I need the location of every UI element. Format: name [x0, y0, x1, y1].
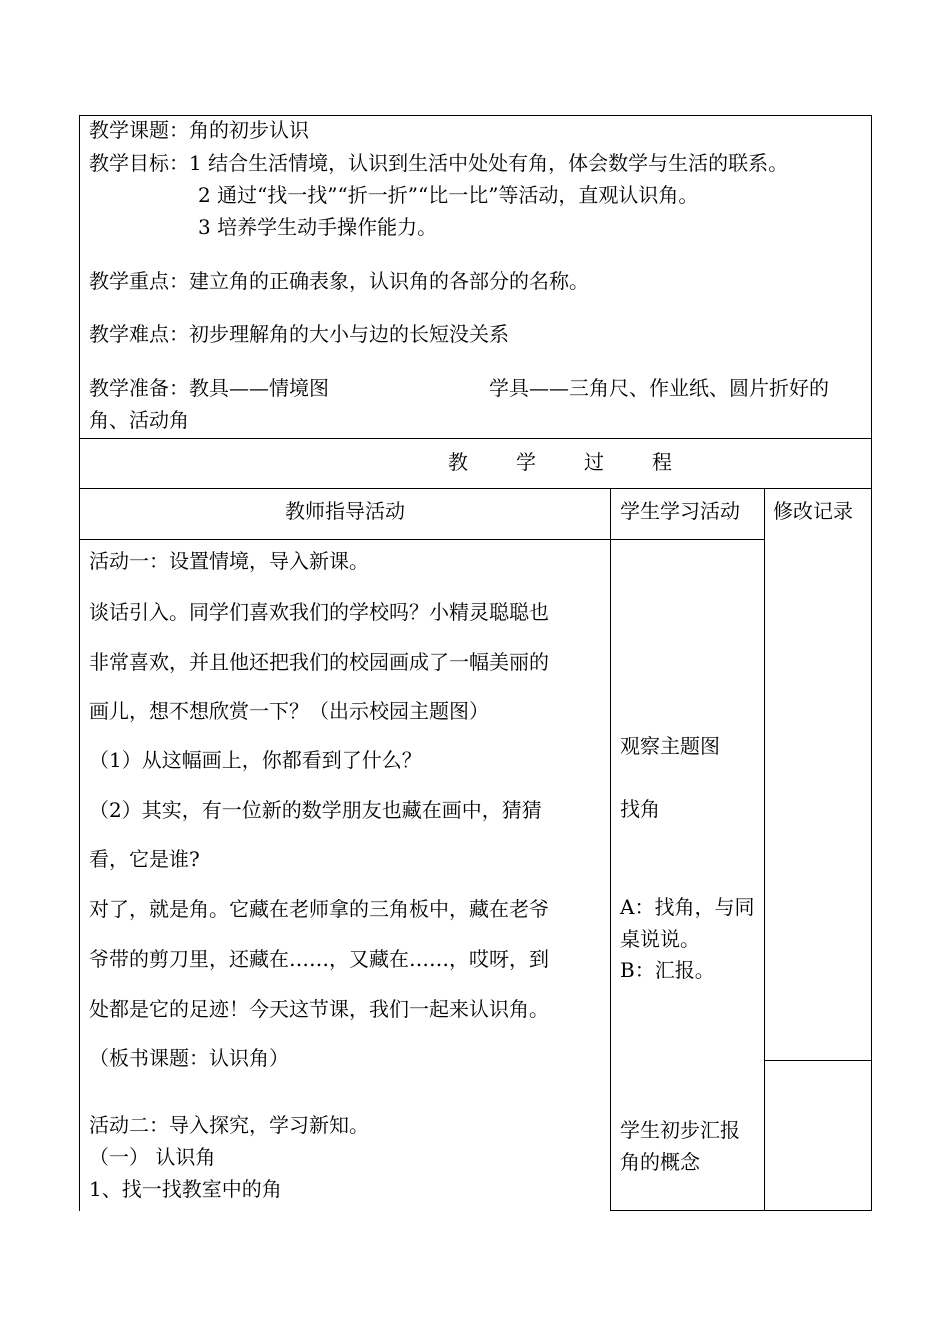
- table-right-border: [871, 115, 872, 1211]
- student-cell-bottom-border: [610, 1210, 872, 1211]
- prep-teacher-tools: 教学准备：教具——情境图: [89, 376, 329, 400]
- teacher-line: 活动一：设置情境，导入新课。: [89, 549, 369, 573]
- teacher-line: （一） 认识角: [89, 1145, 216, 1169]
- teaching-goal-3: 3 培养学生动手操作能力。: [198, 215, 438, 239]
- student-line: 角的概念: [620, 1150, 700, 1174]
- teaching-key-point: 教学重点：建立角的正确表象，认识角的各部分的名称。: [89, 269, 589, 293]
- teacher-line: 1、找一找教室中的角: [89, 1177, 282, 1201]
- teacher-line: 活动二：导入探究，学习新知。: [89, 1113, 369, 1137]
- revision-record-header: 修改记录: [773, 499, 853, 523]
- teaching-goal-2: 2 通过“找一找”“折一折”“比一比”等活动，直观认识角。: [198, 183, 699, 207]
- teacher-line: （板书课题：认识角）: [89, 1046, 289, 1070]
- lesson-topic: 教学课题：角的初步认识: [89, 118, 309, 142]
- revision-cell-divider: [764, 1060, 872, 1061]
- student-line: A：找角，与同: [620, 895, 755, 919]
- teacher-line: 看，它是谁?: [89, 847, 200, 871]
- table-top-border: [79, 115, 872, 116]
- column-header-bottom-border: [79, 539, 765, 540]
- student-line: B：汇报。: [620, 958, 715, 982]
- process-title: 教 学 过 程: [448, 450, 672, 474]
- student-line: 观察主题图: [620, 734, 720, 758]
- teacher-line: 对了，就是角。它藏在老师拿的三角板中，藏在老爷: [89, 897, 549, 921]
- teacher-line: 谈话引入。同学们喜欢我们的学校吗？小精灵聪聪也: [89, 600, 549, 624]
- student-revision-divider: [764, 488, 765, 1211]
- teacher-line: （1）从这幅画上，你都看到了什么？: [89, 748, 422, 772]
- table-left-border: [79, 115, 80, 1211]
- student-activity-header: 学生学习活动: [620, 499, 740, 523]
- teacher-line: 非常喜欢，并且他还把我们的校园画成了一幅美丽的: [89, 650, 549, 674]
- process-bottom-border: [79, 488, 872, 489]
- teacher-line: 画儿，想不想欣赏一下？（出示校园主题图）: [89, 699, 489, 723]
- teaching-goal-1: 教学目标：1 结合生活情境，认识到生活中处处有角，体会数学与生活的联系。: [89, 151, 789, 175]
- teacher-line: （2）其实，有一位新的数学朋友也藏在画中，猜猜: [89, 798, 542, 822]
- student-line: 找角: [620, 797, 660, 821]
- teaching-difficulty: 教学难点：初步理解角的大小与边的长短没关系: [89, 322, 509, 346]
- teacher-line: 处都是它的足迹！今天这节课，我们一起来认识角。: [89, 997, 549, 1021]
- prep-student-tools: 学具——三角尺、作业纸、圆片折好的: [489, 376, 829, 400]
- teacher-line: 爷带的剪刀里，还藏在……，又藏在……，哎呀，到: [89, 947, 549, 971]
- student-line: 桌说说。: [620, 927, 700, 951]
- prep-student-tools-cont: 角、活动角: [89, 408, 189, 432]
- teacher-student-divider: [610, 488, 611, 1211]
- student-line: 学生初步汇报: [620, 1118, 740, 1142]
- teacher-activity-header: 教师指导活动: [285, 499, 405, 523]
- header-bottom-border: [79, 438, 872, 439]
